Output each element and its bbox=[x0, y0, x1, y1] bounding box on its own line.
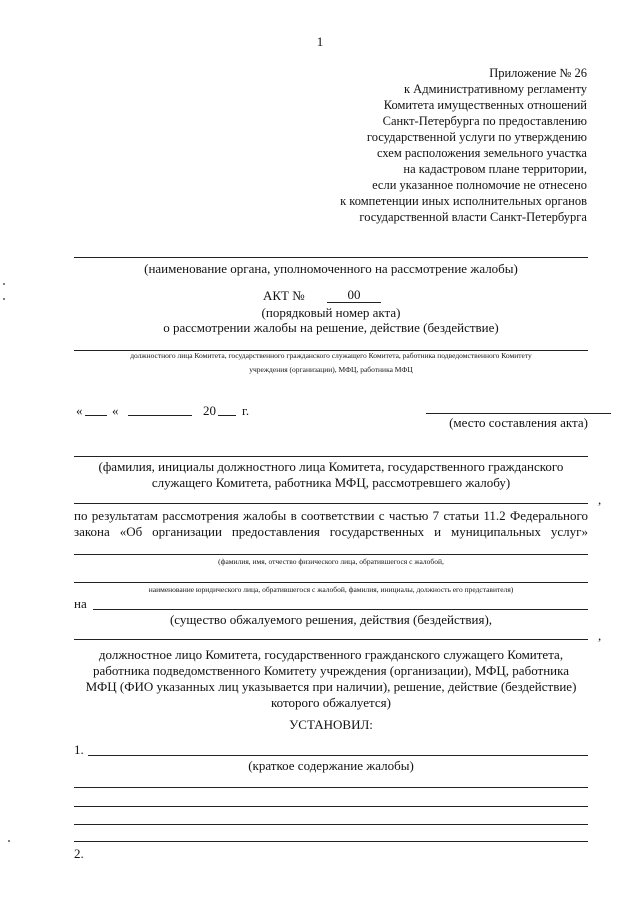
results-line1: по результатам рассмотрения жалобы в соответствии с частью 7 статьи 11.2 Федерального bbox=[74, 508, 588, 523]
place-line bbox=[426, 413, 611, 414]
na-label: на bbox=[74, 596, 87, 611]
appendix-line: государственной власти Санкт-Петербурга bbox=[359, 210, 587, 224]
legal-caption: наименование юридического лица, обратившегося с жалобой, фамилия, инициалы, должность его представителя) bbox=[148, 585, 514, 594]
appendix-line: к компетенции иных исполнительных органов bbox=[340, 194, 587, 208]
appendix-line: к Административному регламенту bbox=[403, 82, 587, 96]
established-heading: УСТАНОВИЛ: bbox=[289, 717, 373, 732]
blank-line-2 bbox=[74, 806, 588, 807]
legal-line bbox=[74, 582, 588, 583]
item-2-number: 2. bbox=[74, 846, 84, 861]
item-1-number: 1. bbox=[74, 742, 84, 757]
blank-line-1 bbox=[74, 787, 588, 788]
official-description-line: МФЦ (ФИО указанных лиц указывается при наличии), решение, действие (бездействие) bbox=[85, 679, 577, 694]
appendix-block bbox=[300, 65, 587, 225]
summary-caption: (краткое содержание жалобы) bbox=[248, 758, 414, 773]
page-number: 1 bbox=[316, 34, 324, 49]
item-1-line bbox=[88, 755, 588, 756]
organ-caption: (наименование органа, уполномоченного на рассмотрение жалобы) bbox=[144, 261, 518, 276]
appendix-line: если указанное полномочие не отнесено bbox=[372, 178, 587, 192]
appendix-line: на кадастровом плане территории, bbox=[403, 162, 587, 176]
official-caption-line1: должностного лица Комитета, государственного гражданского служащего Комитета, работника подведомственного Комитету bbox=[130, 351, 532, 360]
blank-line-3 bbox=[74, 824, 588, 825]
reviewer-caption-line2: служащего Комитета, работника МФЦ, рассмотревшего жалобу) bbox=[151, 475, 511, 490]
act-subject: о рассмотрении жалобы на решение, действие (бездействие) bbox=[163, 320, 499, 335]
appendix-line: схем расположения земельного участка bbox=[376, 146, 587, 160]
official-description bbox=[74, 647, 588, 711]
date-month-line bbox=[128, 415, 192, 416]
date-year-line bbox=[218, 415, 236, 416]
official-description-line: должностное лицо Комитета, государственного гражданского служащего Комитета, bbox=[98, 647, 564, 662]
scan-speck bbox=[3, 298, 5, 300]
appendix-line: Комитета имущественных отношений bbox=[383, 98, 587, 112]
person-caption: (фамилия, имя, отчество физического лица, обратившегося с жалобой, bbox=[218, 557, 444, 566]
results-line2: закона «Об организации предоставления государственных и муниципальных услуг» bbox=[74, 524, 588, 539]
act-number: 00 bbox=[327, 288, 381, 303]
official-caption-line2: учреждения (организации), МФЦ, работника МФЦ bbox=[249, 365, 413, 374]
date-year: 20 bbox=[203, 403, 216, 418]
scan-speck bbox=[8, 840, 10, 842]
act-label: АКТ № bbox=[263, 288, 305, 303]
essence-line bbox=[93, 609, 588, 610]
date-suffix: г. bbox=[242, 403, 250, 418]
place-caption: (место составления акта) bbox=[449, 415, 588, 430]
reviewer-line-2 bbox=[74, 503, 588, 504]
scan-speck bbox=[3, 283, 5, 285]
appendix-line: государственной услуги по утверждению bbox=[366, 130, 587, 144]
date-day-line bbox=[85, 415, 107, 416]
official-description-line: которого обжалуется) bbox=[271, 695, 391, 710]
appendix-line: Санкт-Петербурга по предоставлению bbox=[382, 114, 587, 128]
essence-line-2 bbox=[74, 639, 588, 640]
act-number-caption: (порядковый номер акта) bbox=[261, 305, 401, 320]
reviewer-line bbox=[74, 456, 588, 457]
reviewer-caption-line1: (фамилия, инициалы должностного лица Комитета, государственного гражданского bbox=[98, 459, 564, 474]
appendix-line: Приложение № 26 bbox=[489, 66, 587, 80]
blank-line-4 bbox=[74, 841, 588, 842]
comma-2: , bbox=[598, 628, 602, 643]
essence-caption: (существо обжалуемого решения, действия (бездействия), bbox=[169, 612, 493, 627]
organ-line bbox=[74, 257, 588, 258]
date-quote-close: « bbox=[112, 403, 119, 418]
person-line bbox=[74, 554, 588, 555]
comma-1: , bbox=[598, 492, 602, 507]
official-description-line: работника подведомственного Комитету учреждения (организации), МФЦ, работника bbox=[92, 663, 570, 678]
date-quote-open: « bbox=[76, 403, 83, 418]
